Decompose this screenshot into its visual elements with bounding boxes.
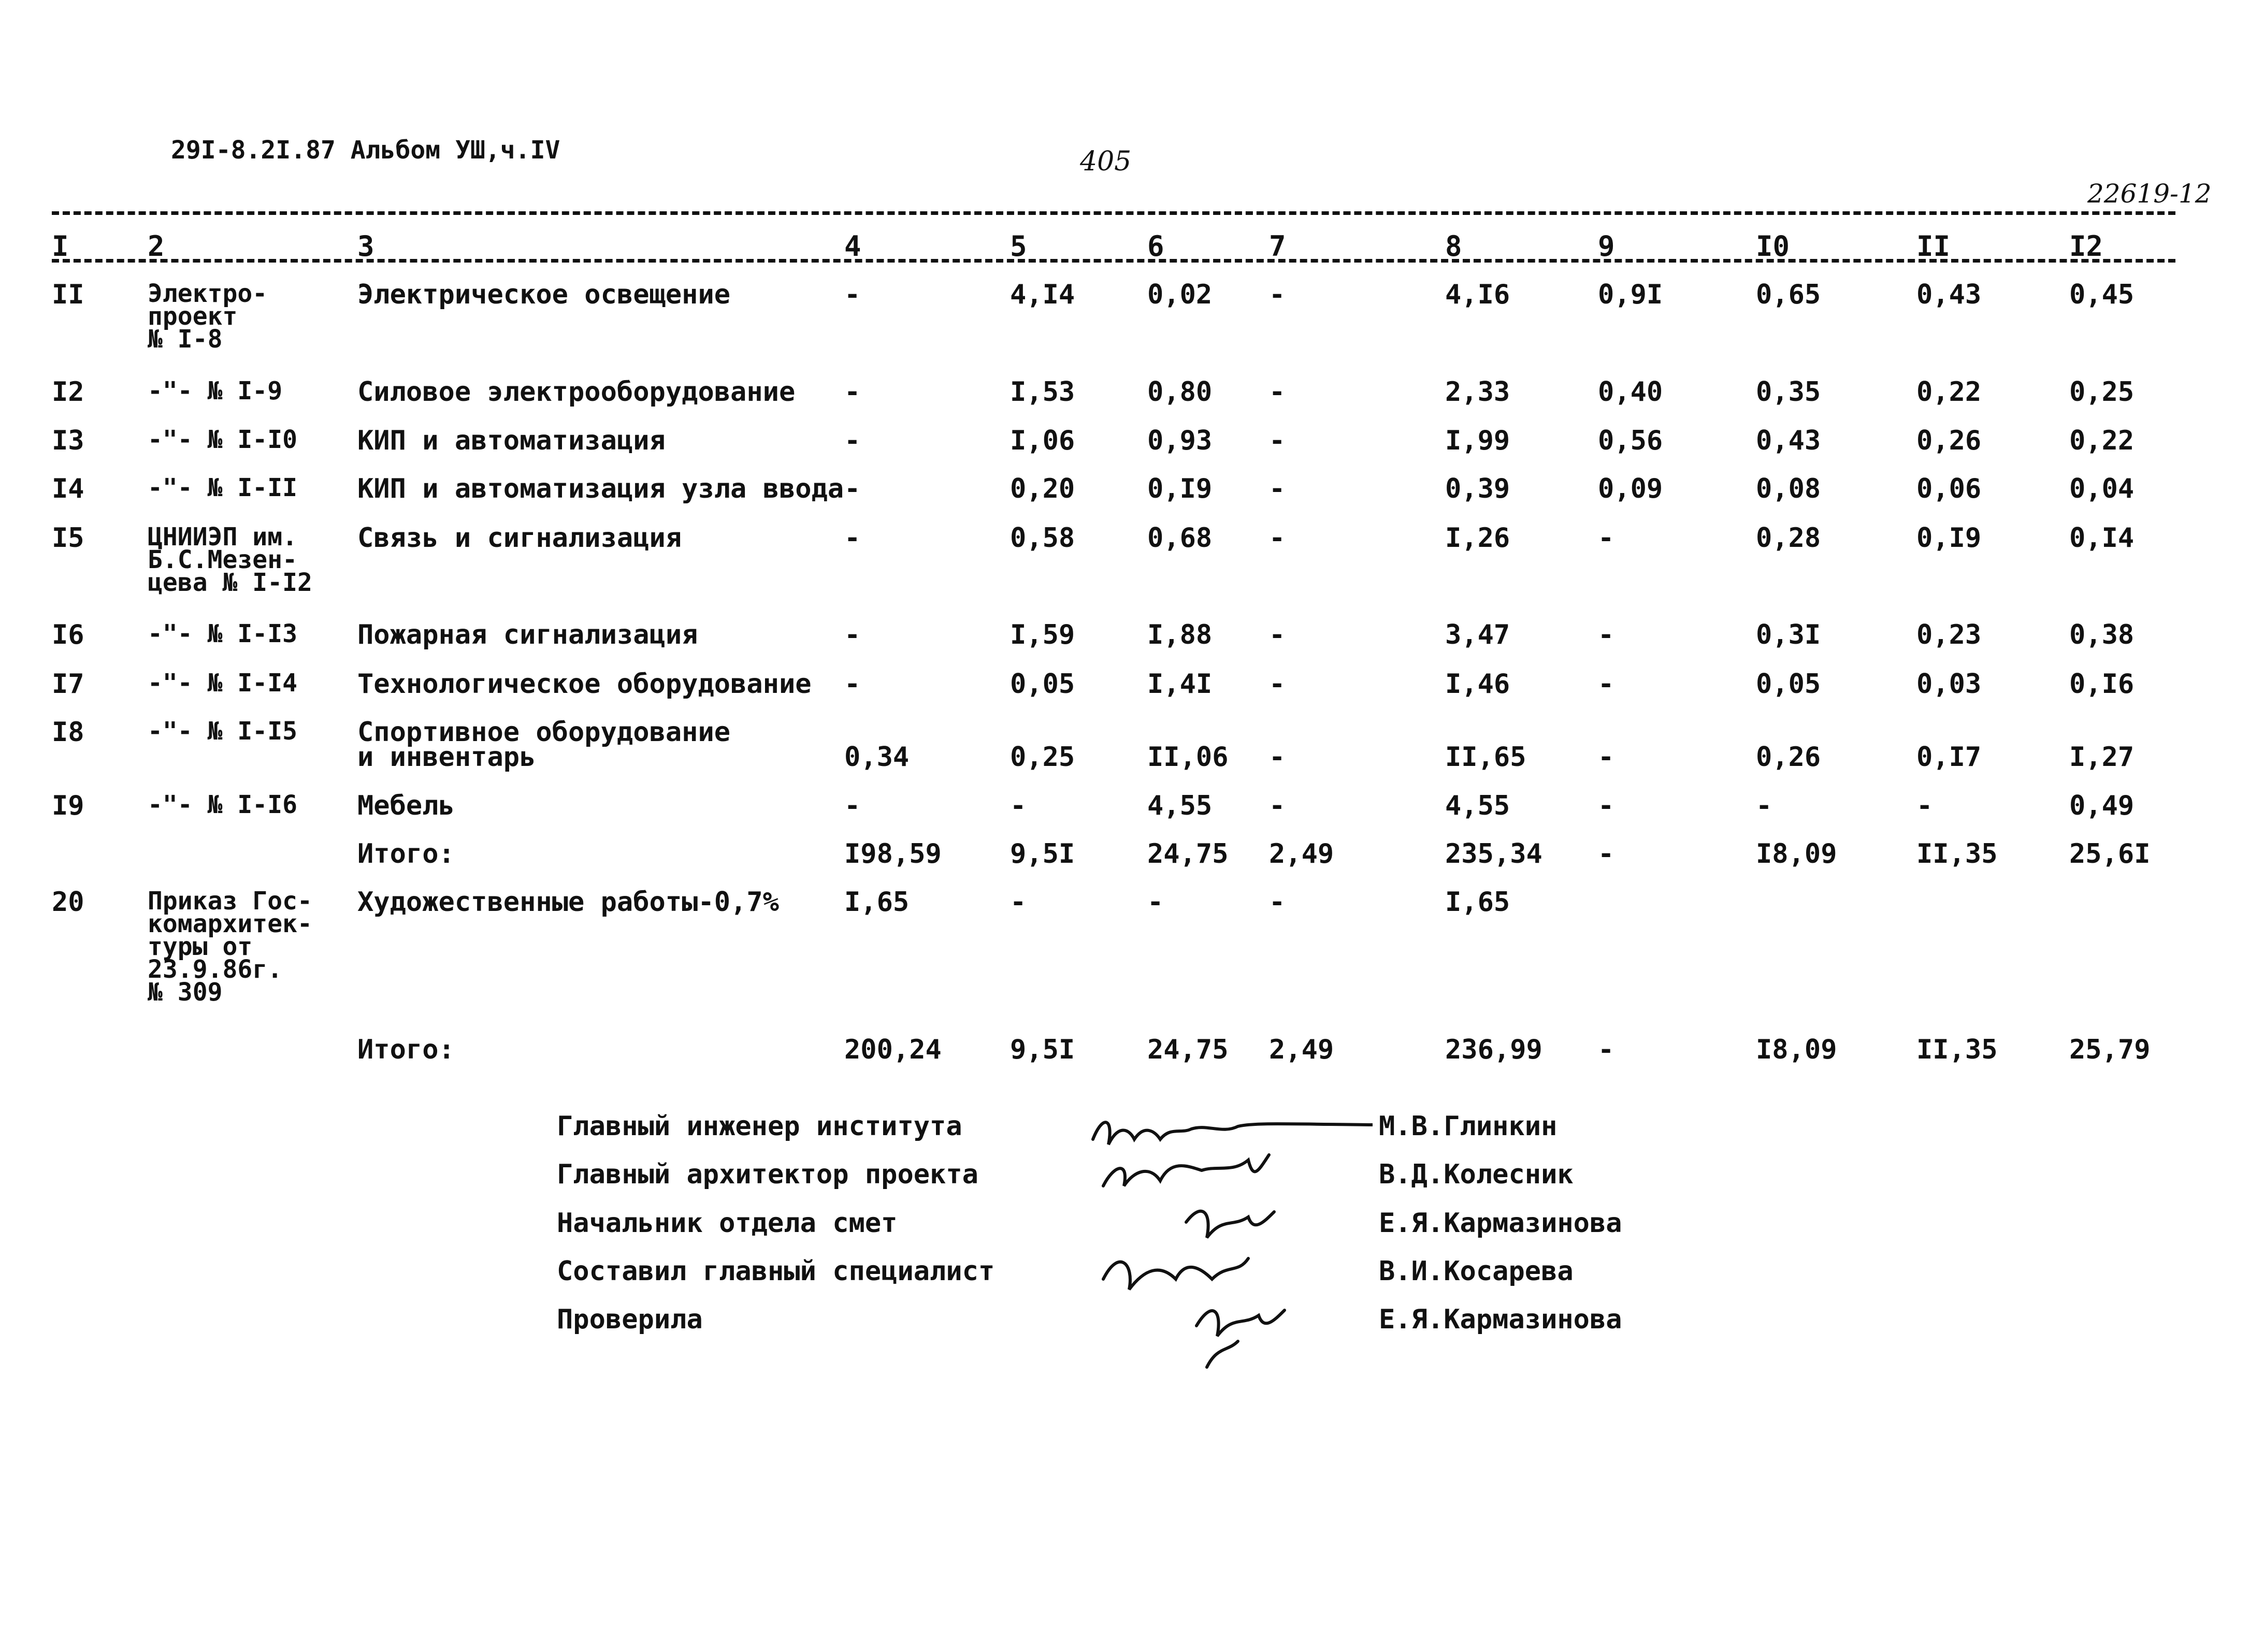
table-cell: Связь и сигнализация [357,523,682,554]
table-cell: - [1269,523,1286,554]
table-cell: I2 [52,376,84,408]
table-cell: 0,49 [2069,790,2135,821]
table-cell: 25,6I [2069,838,2151,870]
table-cell: I7 [52,669,84,700]
table-cell: I4 [52,473,84,504]
table-cell: - [844,425,861,456]
column-number: 8 [1445,230,1462,263]
table-cell: - [1598,523,1614,554]
signatory-name: В.Д.Колесник [1379,1159,1574,1190]
table-cell: II,06 [1147,742,1229,773]
table-cell: 0,06 [1916,473,1982,504]
table-cell: 0,03 [1916,669,1982,700]
table-cell: - [1269,425,1286,456]
column-number: 7 [1269,230,1286,263]
top-dashed-rule [52,211,2175,215]
table-cell: - [1598,790,1614,821]
table-cell: I,65 [844,887,910,918]
table-cell: 0,I4 [2069,523,2135,554]
table-cell: - [1598,1034,1614,1065]
table-cell: I8 [52,717,84,748]
column-number: 5 [1010,230,1027,263]
table-cell: 0,80 [1147,376,1213,408]
table-cell: 0,I6 [2069,669,2135,700]
table-cell: 4,I6 [1445,279,1510,310]
table-cell: 0,20 [1010,473,1075,504]
table-cell: - [844,376,861,408]
table-cell: 25,79 [2069,1034,2151,1065]
table-cell: I8,09 [1756,1034,1837,1065]
table-cell: I5 [52,523,84,554]
table-cell: - [1269,742,1286,773]
table-cell: 0,I7 [1916,742,1982,773]
doc-reference: 29I-8.2I.87 Альбом УШ,ч.IV [171,136,560,165]
page-number: 405 [1080,146,1132,177]
column-number: 3 [357,230,374,263]
table-cell: -"- № I-I4 [148,669,297,698]
table-cell: 0,26 [1756,742,1821,773]
table-cell: Силовое электрооборудование [357,376,796,408]
signatory-title: Составил главный специалист [557,1256,995,1287]
table-cell: 0,05 [1010,669,1075,700]
table-cell: II,35 [1916,1034,1998,1065]
table-cell: 2,33 [1445,376,1510,408]
table-cell: 4,I4 [1010,279,1075,310]
table-cell: Мебель [357,790,455,821]
table-cell: 3,47 [1445,619,1510,650]
column-number: I2 [2069,230,2103,263]
table-cell: Спортивное оборудование и инвентарь [357,717,731,773]
table-cell: 0,43 [1756,425,1821,456]
table-cell: 0,38 [2069,619,2135,650]
column-number: 4 [844,230,861,263]
table-cell: - [1598,669,1614,700]
table-cell: КИП и автоматизация [357,425,666,456]
table-cell: I6 [52,619,84,650]
table-cell: 24,75 [1147,838,1229,870]
table-cell: - [844,473,861,504]
column-number: 6 [1147,230,1164,263]
signatory-title: Главный архитектор проекта [557,1159,978,1190]
table-cell: I,27 [2069,742,2135,773]
table-cell: ЦНИИЭП им. Б.С.Мезен- цева № I-I2 [148,523,312,597]
signatory-title: Главный инженер института [557,1111,962,1142]
table-cell: I,88 [1147,619,1213,650]
table-cell: I,99 [1445,425,1510,456]
table-cell: 0,56 [1598,425,1663,456]
table-cell: II,65 [1445,742,1526,773]
table-cell: 0,65 [1756,279,1821,310]
table-cell: - [1010,790,1027,821]
table-cell: Электро- проект № I-8 [148,279,268,354]
table-cell: -"- № I-I5 [148,717,297,746]
signatory-title: Начальник отдела смет [557,1208,898,1239]
table-cell: - [1010,887,1027,918]
table-cell: - [844,279,861,310]
table-cell: I,4I [1147,669,1213,700]
table-cell: I,26 [1445,523,1510,554]
table-cell: II [52,279,84,310]
table-cell: II,35 [1916,838,1998,870]
table-cell: - [1269,619,1286,650]
table-cell: 235,34 [1445,838,1542,870]
table-cell: - [1756,790,1772,821]
signatory-name: Е.Я.Кармазинова [1379,1208,1622,1239]
table-cell: 0,22 [2069,425,2135,456]
table-cell: 0,26 [1916,425,1982,456]
table-cell: 0,09 [1598,473,1663,504]
table-cell: Художественные работы-0,7% [357,887,779,918]
table-cell: 0,34 [844,742,910,773]
table-cell: 9,5I [1010,838,1075,870]
signatory-name: Е.Я.Кармазинова [1379,1304,1622,1335]
table-cell: Приказ Гос- комархитек- туры от 23.9.86г. № 309 [148,887,312,1007]
signatory-name: В.И.Косарева [1379,1256,1574,1287]
signatory-title: Проверила [557,1304,703,1335]
table-cell: 0,I9 [1916,523,1982,554]
table-cell: 0,40 [1598,376,1663,408]
table-cell: - [1147,887,1164,918]
table-cell: 0,I9 [1147,473,1213,504]
column-number: 2 [148,230,165,263]
table-cell: - [1269,376,1286,408]
table-cell: I,65 [1445,887,1510,918]
table-cell: 236,99 [1445,1034,1542,1065]
table-cell: - [1269,790,1286,821]
table-cell: Итого: [357,1034,455,1065]
table-cell: I,06 [1010,425,1075,456]
table-cell: 0,39 [1445,473,1510,504]
table-cell: 0,25 [2069,376,2135,408]
table-cell: -"- № I-I3 [148,619,297,648]
table-cell: 2,49 [1269,1034,1334,1065]
table-cell: 0,35 [1756,376,1821,408]
table-cell: -"- № I-9 [148,376,283,405]
column-number: 9 [1598,230,1615,263]
table-cell: I98,59 [844,838,942,870]
table-cell: 0,22 [1916,376,1982,408]
table-cell: - [1269,279,1286,310]
table-cell: - [1916,790,1933,821]
table-cell: 0,45 [2069,279,2135,310]
table-cell: - [844,669,861,700]
table-cell: I,59 [1010,619,1075,650]
table-cell: -"- № I-I6 [148,790,297,819]
table-cell: 0,9I [1598,279,1663,310]
table-cell: Итого: [357,838,455,870]
table-cell: - [844,523,861,554]
table-cell: 9,5I [1010,1034,1075,1065]
column-number: II [1916,230,1951,263]
table-cell: 24,75 [1147,1034,1229,1065]
table-cell: 0,3I [1756,619,1821,650]
table-cell: 0,05 [1756,669,1821,700]
table-cell: КИП и автоматизация узла ввода [357,473,844,504]
table-cell: - [1269,887,1286,918]
table-cell: 0,93 [1147,425,1213,456]
table-cell: 0,43 [1916,279,1982,310]
table-cell: 4,55 [1147,790,1213,821]
table-cell: Пожарная сигнализация [357,619,698,650]
table-cell: 0,04 [2069,473,2135,504]
table-cell: 0,68 [1147,523,1213,554]
table-cell: 0,08 [1756,473,1821,504]
table-cell: Электрическое освещение [357,279,731,310]
table-cell: I,46 [1445,669,1510,700]
signatory-name: М.В.Глинкин [1379,1111,1558,1142]
table-cell: 20 [52,887,84,918]
table-cell: - [1598,742,1614,773]
table-cell: -"- № I-I0 [148,425,297,454]
table-cell: - [844,619,861,650]
table-cell: 0,25 [1010,742,1075,773]
table-cell: Технологическое оборудование [357,669,812,700]
table-cell: I,53 [1010,376,1075,408]
column-number: I [52,230,69,263]
table-cell: I3 [52,425,84,456]
table-cell: - [1269,669,1286,700]
table-cell: I8,09 [1756,838,1837,870]
table-cell: 0,02 [1147,279,1213,310]
table-cell: 2,49 [1269,838,1334,870]
table-cell: - [1269,473,1286,504]
table-cell: 0,28 [1756,523,1821,554]
table-cell: 4,55 [1445,790,1510,821]
table-cell: I9 [52,790,84,821]
table-cell: - [1598,619,1614,650]
table-cell: 0,23 [1916,619,1982,650]
table-cell: - [1598,838,1614,870]
handwritten-signatures [1083,1108,1373,1388]
document-number: 22619-12 [2087,179,2212,209]
table-cell: -"- № I-II [148,473,297,502]
table-cell: 200,24 [844,1034,942,1065]
table-cell: 0,58 [1010,523,1075,554]
column-number: I0 [1756,230,1790,263]
table-cell: - [844,790,861,821]
